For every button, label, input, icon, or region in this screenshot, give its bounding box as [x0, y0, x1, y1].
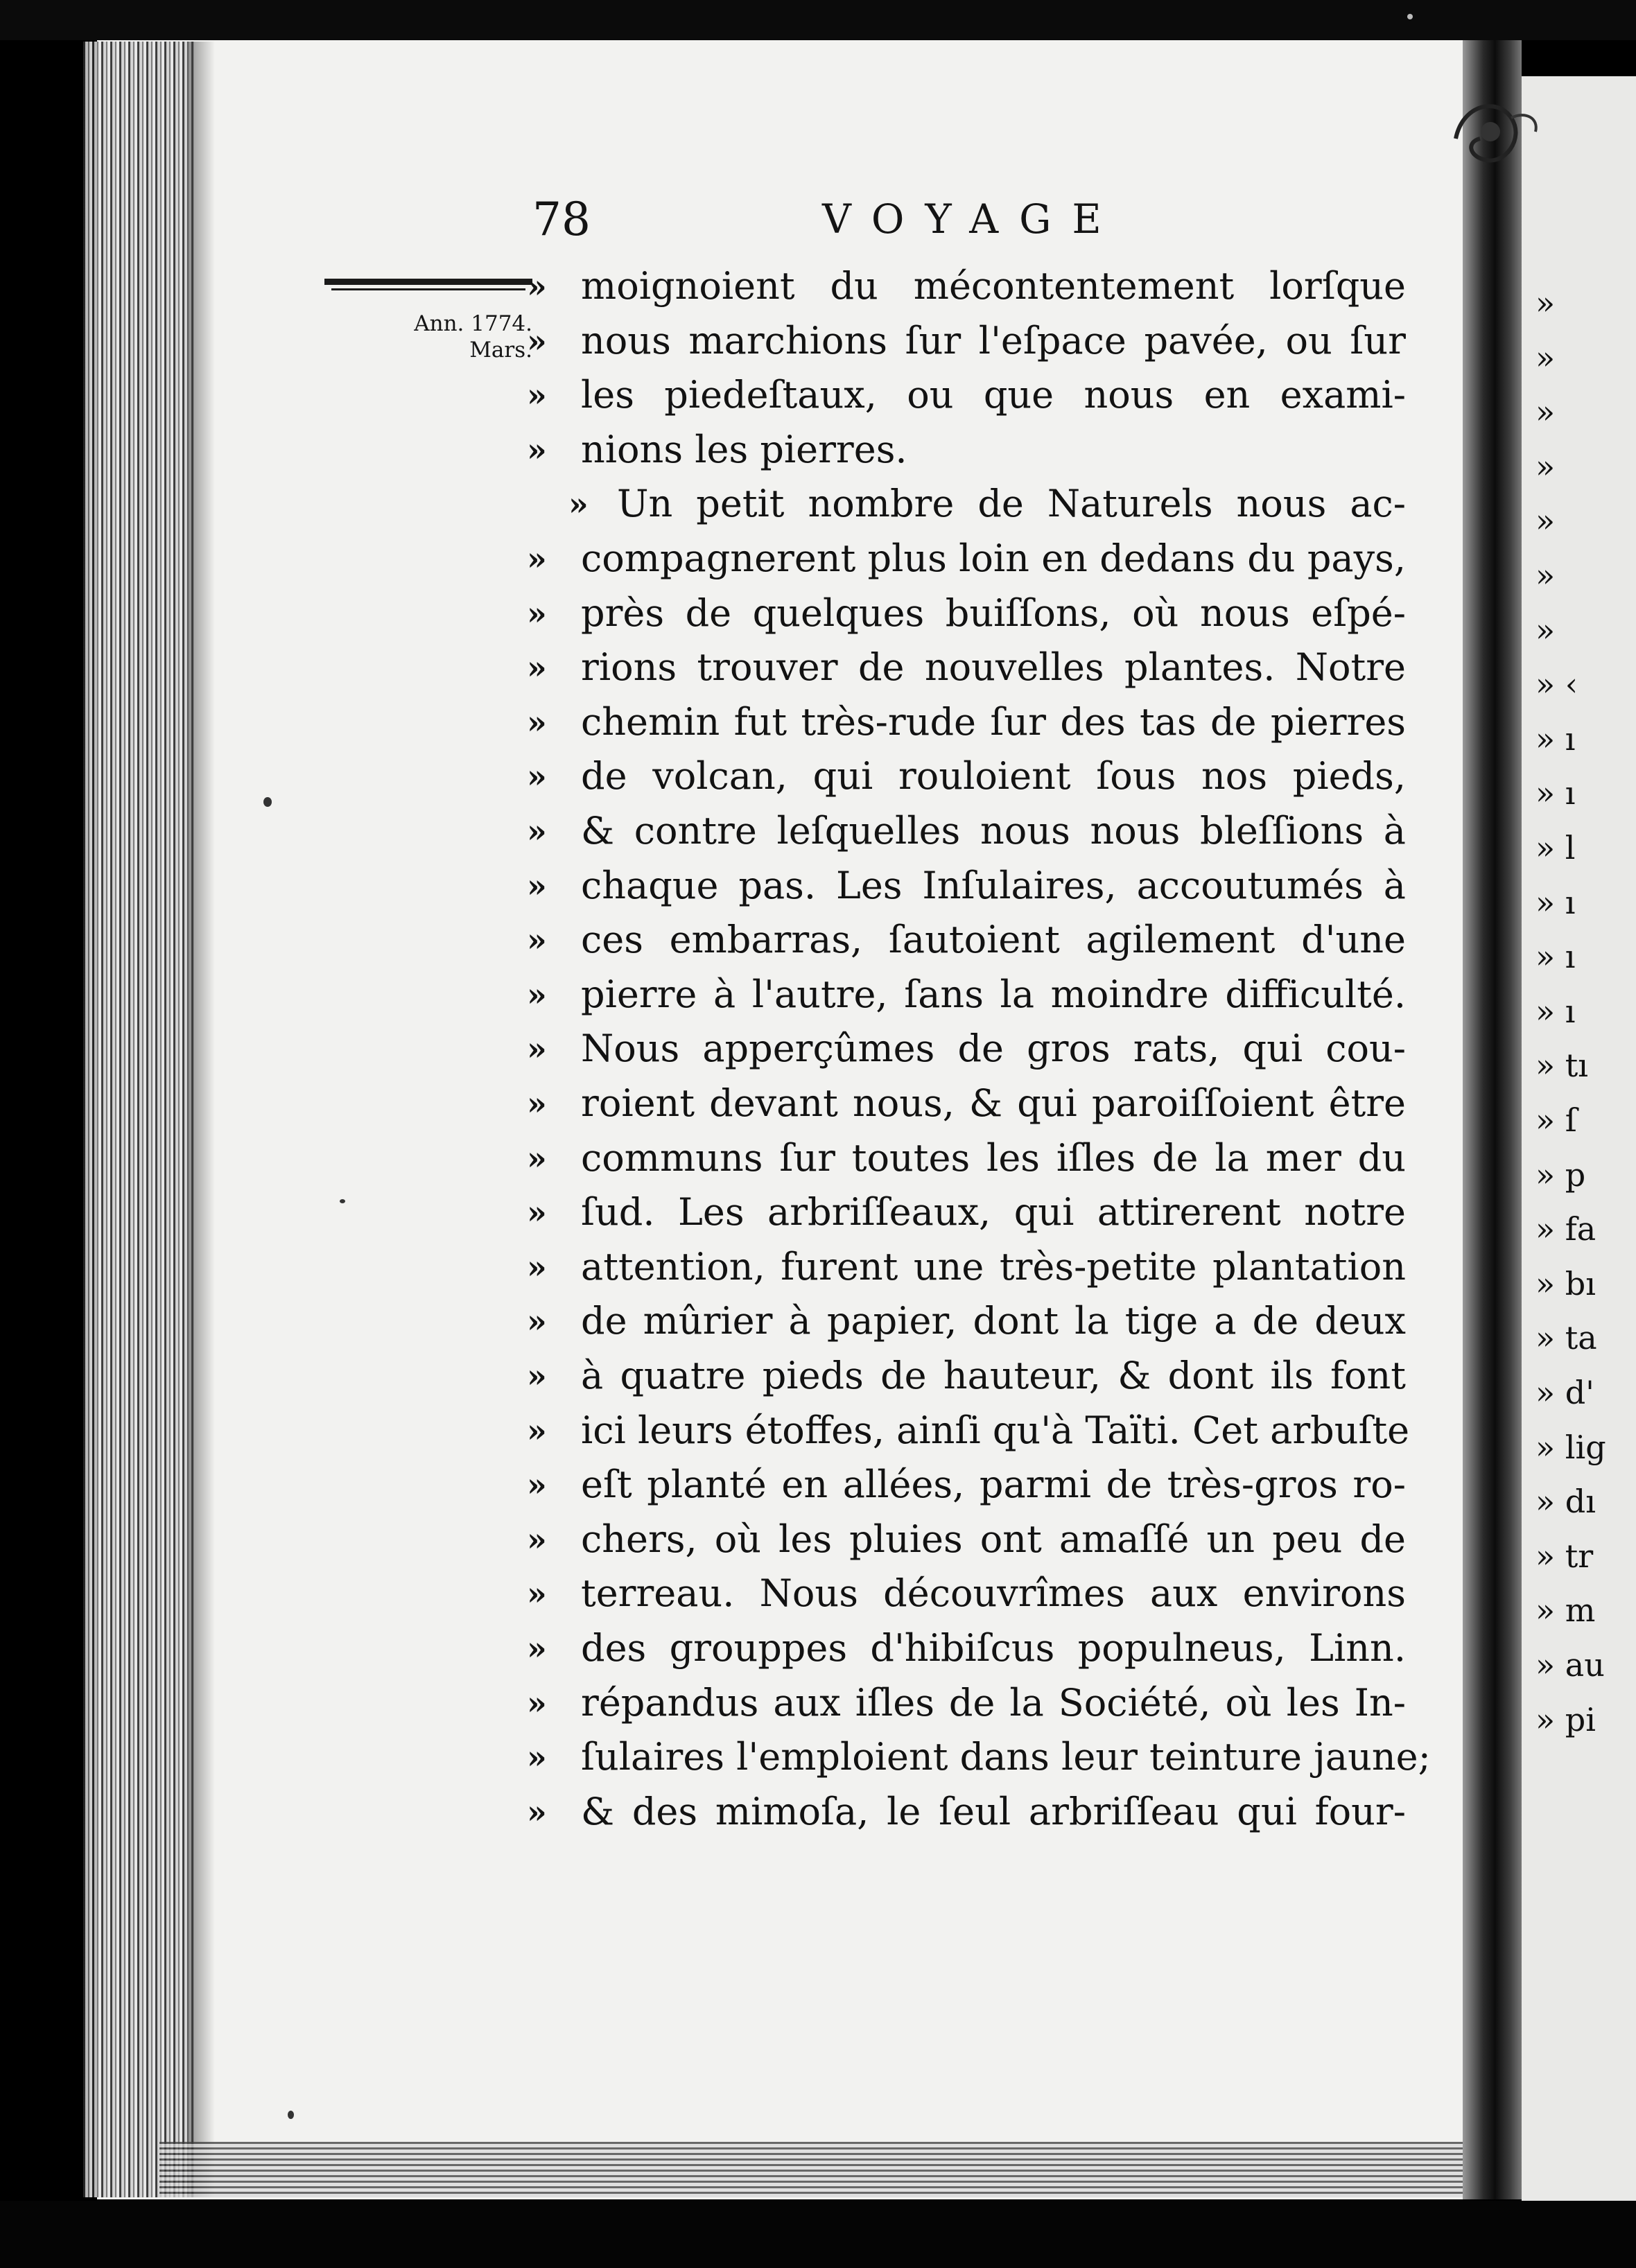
- text-line: [527, 968, 1406, 1022]
- quotation-mark: »: [527, 376, 547, 415]
- right-page-line-fragment: » fa: [1535, 1210, 1596, 1248]
- right-page-line-fragment: »: [1535, 393, 1556, 431]
- quotation-mark: »: [527, 1030, 547, 1068]
- quotation-mark: »: [568, 485, 589, 523]
- right-page-line-fragment: » ſ: [1535, 1101, 1577, 1139]
- margin-note-year: Ann. 1774.: [414, 311, 532, 336]
- quotation-mark: »: [527, 1085, 547, 1122]
- quotation-mark: »: [527, 703, 547, 741]
- text-line: [527, 1785, 1406, 1839]
- scan-speck: [263, 797, 272, 807]
- line-text: compagnerent plus loin en dedans du pays,: [581, 537, 1406, 580]
- book-gutter: [1463, 40, 1522, 2199]
- quotation-mark: »: [527, 1411, 547, 1449]
- right-page-line-fragment: »: [1535, 611, 1556, 649]
- line-text: ſulaires l'emploient dans leur teinture jaune;: [581, 1735, 1431, 1779]
- line-text: des grouppes d'hibiſcus populneus, Linn.: [581, 1626, 1406, 1670]
- text-line: [527, 749, 1406, 803]
- line-text: à quatre pieds de hauteur, & dont ils font: [581, 1354, 1406, 1397]
- text-line: [527, 640, 1406, 695]
- right-page-line-fragment: » au: [1535, 1646, 1605, 1684]
- quotation-mark: »: [527, 1194, 547, 1232]
- quotation-mark: »: [527, 975, 547, 1013]
- text-line: [527, 1349, 1406, 1403]
- text-line: [527, 314, 1406, 368]
- margin-note-month: Mars.: [469, 338, 532, 363]
- line-text: Un petit nombre de Naturels nous ac-: [617, 482, 1406, 526]
- line-text: roient devant nous, & qui paroiſſoient être: [581, 1081, 1406, 1125]
- quotation-mark: »: [527, 1792, 547, 1831]
- text-line: [527, 1567, 1406, 1621]
- quotation-mark: »: [527, 1139, 547, 1177]
- text-line: [527, 1458, 1406, 1512]
- right-page-line-fragment: »: [1535, 284, 1556, 322]
- text-line: [527, 586, 1406, 640]
- line-text: & des mimoſa, le ſeul arbriſſeau qui four-: [581, 1789, 1406, 1833]
- right-page-line-fragment: » p: [1535, 1155, 1586, 1194]
- quotation-mark: »: [527, 322, 547, 360]
- text-line: [527, 695, 1406, 749]
- text-line: [527, 1240, 1406, 1294]
- line-text: de volcan, qui rouloient ſous nos pieds,: [581, 754, 1406, 799]
- text-line: [527, 1294, 1406, 1348]
- scan-speck: [340, 1199, 345, 1203]
- page-number: 78: [532, 193, 591, 246]
- quotation-mark: »: [527, 540, 547, 577]
- right-page-line-fragment: » ı: [1535, 938, 1576, 976]
- line-text: chers, où les pluies ont amaſſé un peu de: [581, 1517, 1406, 1561]
- quotation-mark: »: [527, 1575, 547, 1613]
- quotation-mark: »: [527, 1302, 547, 1341]
- line-text: répandus aux iſles de la Société, où les In-: [581, 1680, 1406, 1725]
- scan-speck: [1407, 14, 1413, 19]
- line-text: terreau. Nous découvrîmes aux environs: [581, 1571, 1406, 1616]
- right-page-line-fragment: » ı: [1535, 883, 1576, 921]
- quotation-mark: »: [527, 430, 547, 469]
- right-page-line-fragment: »: [1535, 338, 1556, 376]
- quotation-mark: »: [527, 268, 547, 305]
- text-line: [527, 1131, 1406, 1185]
- right-page-line-fragment: » m: [1535, 1591, 1596, 1630]
- text-line: [527, 1512, 1406, 1567]
- line-text: chemin fut très-rude ſur des tas de pierres: [581, 699, 1406, 744]
- scan-top-border: [0, 0, 1636, 40]
- line-text: moignoient du mécontentement lorſque: [581, 264, 1406, 308]
- text-line: [527, 1676, 1406, 1730]
- line-text: rions trouver de nouvelles plantes. Notre: [581, 645, 1406, 690]
- margin-note: [359, 311, 532, 363]
- line-text: près de quelques buiſſons, où nous eſpé-: [581, 591, 1406, 635]
- margin-rule-thin: [331, 288, 525, 290]
- page-edges-bottom: [159, 2142, 1497, 2197]
- right-page-line-fragment: » ta: [1535, 1319, 1597, 1357]
- text-line: [527, 1621, 1406, 1675]
- line-text: ſud. Les arbriſſeaux, qui attirerent notre: [581, 1190, 1406, 1235]
- quotation-mark: »: [527, 1630, 547, 1667]
- text-line: [527, 477, 1406, 531]
- right-page-line-fragment: » l: [1535, 829, 1576, 866]
- quotation-mark: »: [527, 758, 547, 796]
- page-edge-shadow: [187, 42, 215, 2197]
- line-text: attention, furent une très-petite plantation: [581, 1244, 1406, 1289]
- text-line: [527, 913, 1406, 967]
- text-line: [527, 804, 1406, 858]
- right-page-line-fragment: » bı: [1535, 1264, 1596, 1302]
- quotation-mark: »: [527, 1466, 547, 1504]
- line-text: les piedeſtaux, ou que nous en exami-: [581, 373, 1406, 417]
- right-page-fragment: [1522, 76, 1636, 2201]
- text-line: [527, 423, 1386, 477]
- scan-bottom-border: [0, 2201, 1636, 2268]
- text-line: [527, 1730, 1431, 1784]
- text-line: [527, 859, 1406, 913]
- text-line: [527, 259, 1406, 313]
- right-page-line-fragment: »: [1535, 502, 1556, 540]
- margin-rule: [324, 279, 532, 285]
- right-page-line-fragment: » ı: [1535, 719, 1576, 758]
- right-page-line-fragment: » tr: [1535, 1537, 1594, 1575]
- right-page-line-fragment: » lig: [1535, 1428, 1606, 1466]
- quotation-mark: »: [527, 1520, 547, 1558]
- page-edges-left: [83, 42, 194, 2197]
- line-text: ici leurs étoffes, ainſi qu'à Taïti. Cet arbuſte: [581, 1408, 1410, 1452]
- line-text: eſt planté en allées, parmi de très-gros ro-: [581, 1463, 1406, 1507]
- right-page-line-fragment: »: [1535, 447, 1556, 485]
- quotation-mark: »: [527, 866, 547, 905]
- quotation-mark: »: [527, 921, 547, 959]
- line-text: nions les pierres.: [581, 427, 907, 471]
- text-line: [527, 1076, 1406, 1131]
- line-text: ces embarras, ſautoient agilement d'une: [581, 918, 1406, 962]
- quotation-mark: »: [527, 812, 547, 850]
- quotation-mark: »: [527, 594, 547, 632]
- running-head: VOYAGE: [822, 195, 1122, 243]
- right-page-line-fragment: » ‹: [1535, 665, 1578, 704]
- line-text: chaque pas. Les Inſulaires, accoutumés à: [581, 863, 1406, 907]
- ornament-icon: [1442, 90, 1546, 187]
- text-line: [527, 368, 1406, 422]
- right-page-line-fragment: » d': [1535, 1374, 1594, 1411]
- line-text: communs ſur toutes les iſles de la mer du: [581, 1135, 1406, 1180]
- right-page-line-fragment: »: [1535, 557, 1556, 594]
- scan-speck: [288, 2111, 294, 2119]
- right-page-line-fragment: » pi: [1535, 1700, 1596, 1738]
- line-text: nous marchions ſur l'eſpace pavée, ou ſur: [581, 318, 1406, 363]
- quotation-mark: »: [527, 1738, 547, 1777]
- right-page-line-fragment: » tı: [1535, 1047, 1588, 1085]
- text-line: [527, 532, 1406, 586]
- text-line: [527, 1404, 1410, 1458]
- quotation-mark: »: [527, 649, 547, 687]
- text-line: [527, 1022, 1406, 1076]
- line-text: & contre leſquelles nous nous bleſſions à: [581, 809, 1406, 853]
- text-line: [527, 1185, 1406, 1239]
- line-text: Nous apperçûmes de gros rats, qui cou-: [581, 1027, 1406, 1071]
- right-page-line-fragment: » dı: [1535, 1483, 1596, 1521]
- line-text: pierre à l'autre, ſans la moindre difficulté.: [581, 972, 1406, 1016]
- right-page-line-fragment: » ı: [1535, 992, 1576, 1030]
- right-page-line-fragment: » ı: [1535, 774, 1576, 812]
- quotation-mark: »: [527, 1684, 547, 1722]
- quotation-mark: »: [527, 1248, 547, 1286]
- quotation-mark: »: [527, 1357, 547, 1395]
- line-text: de mûrier à papier, dont la tige a de deux: [581, 1299, 1406, 1343]
